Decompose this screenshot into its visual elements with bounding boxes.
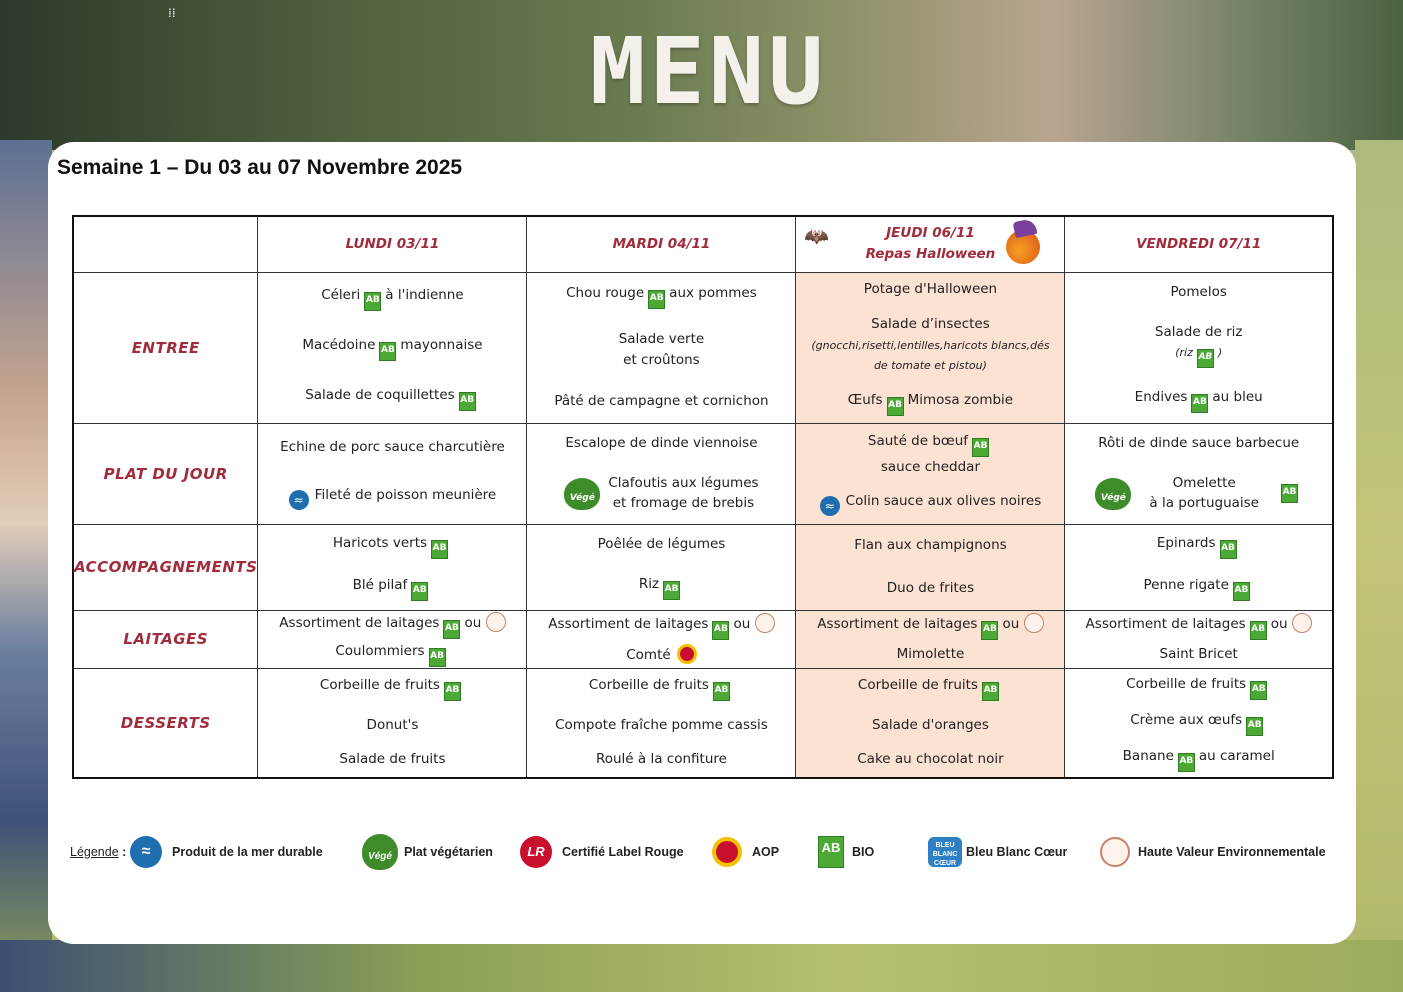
bio-icon: AB bbox=[1246, 717, 1263, 736]
bio-icon: AB bbox=[1250, 621, 1267, 640]
cell-accomp-jeudi: Flan aux champignons Duo de frites bbox=[796, 524, 1065, 610]
sustainable-fish-icon: ≈ bbox=[130, 836, 162, 868]
menu-table bbox=[72, 215, 1334, 779]
day-header-mardi: MARDI 04/11 bbox=[527, 216, 796, 272]
cell-entree-jeudi: Potage d'Halloween Salade d’insectes (gnocchi,risetti,lentilles,haricots blancs,dés de tomate et pistou) Œufs AB Mimosa zombie bbox=[796, 272, 1065, 423]
bio-icon: AB bbox=[972, 438, 989, 457]
corner-cell bbox=[73, 216, 258, 272]
cell-plat-vendredi: Rôti de dinde sauce barbecue Végé Omelette à la portuguaise AB bbox=[1065, 423, 1333, 524]
grid-icon: ⁞⁞ bbox=[168, 6, 176, 20]
legend-title: Légende : bbox=[70, 845, 127, 859]
vegetarian-icon: Végé bbox=[1095, 478, 1131, 510]
bio-icon: AB bbox=[1178, 753, 1195, 772]
hve-icon bbox=[486, 612, 506, 632]
cell-accomp-mardi: Poêlée de légumes Riz AB bbox=[527, 524, 796, 610]
cell-laitages-vendredi: Assortiment de laitages AB ou Saint Bricet bbox=[1065, 610, 1333, 668]
row-accompagnements bbox=[73, 524, 1333, 610]
row-desserts bbox=[73, 668, 1333, 778]
bio-icon: AB bbox=[431, 540, 448, 559]
legend-item-aop: AOP bbox=[712, 832, 779, 872]
background-photo-bottom bbox=[0, 940, 1403, 992]
bio-icon: AB bbox=[429, 648, 446, 667]
cell-accomp-vendredi: Epinards AB Penne rigate AB bbox=[1065, 524, 1333, 610]
cell-desserts-vendredi: Corbeille de fruits AB Crème aux œufs AB Banane AB au caramel bbox=[1065, 668, 1333, 778]
cell-laitages-mardi: Assortiment de laitages AB ou Comté bbox=[527, 610, 796, 668]
background-photo-right bbox=[1355, 140, 1403, 940]
bio-icon: AB bbox=[713, 682, 730, 701]
legend-item-bio: AB BIO bbox=[818, 832, 874, 872]
legend-item-sustainable-fish: ≈ Produit de la mer durable bbox=[130, 832, 323, 872]
background-photo-left bbox=[0, 140, 52, 992]
vegetarian-icon: Végé bbox=[362, 834, 398, 870]
day-header-jeudi: JEUDI 06/11 Repas Halloween bbox=[796, 216, 1065, 272]
bleu-blanc-coeur-icon: BLEU BLANC CŒUR bbox=[928, 837, 962, 867]
cell-entree-lundi: Céleri AB à l'indienne Macédoine AB mayonnaise Salade de coquillettes AB bbox=[258, 272, 527, 423]
cell-desserts-jeudi: Corbeille de fruits AB Salade d'oranges Cake au chocolat noir bbox=[796, 668, 1065, 778]
aop-icon bbox=[677, 644, 697, 664]
bio-icon: AB bbox=[648, 290, 665, 309]
category-laitages: LAITAGES bbox=[73, 610, 258, 668]
bio-icon: AB bbox=[1220, 540, 1237, 559]
cell-entree-vendredi: Pomelos Salade de riz (riz AB ) Endives AB au bleu bbox=[1065, 272, 1333, 423]
row-laitages bbox=[73, 610, 1333, 668]
legend-item-label-rouge: LR Certifié Label Rouge bbox=[520, 832, 684, 872]
bio-icon: AB bbox=[663, 581, 680, 600]
bio-icon: AB bbox=[712, 621, 729, 640]
bio-icon: AB bbox=[1233, 582, 1250, 601]
row-entree bbox=[73, 272, 1333, 423]
bio-icon: AB bbox=[411, 582, 428, 601]
cell-desserts-lundi: Corbeille de fruits AB Donut's Salade de fruits bbox=[258, 668, 527, 778]
day-header-vendredi: VENDREDI 07/11 bbox=[1065, 216, 1333, 272]
bio-icon: AB bbox=[1191, 394, 1208, 413]
bio-icon: AB bbox=[1250, 681, 1267, 700]
bio-icon: AB bbox=[982, 682, 999, 701]
bio-icon: AB bbox=[364, 292, 381, 311]
bio-icon: AB bbox=[443, 620, 460, 639]
legend-item-hve: Haute Valeur Environnementale bbox=[1100, 832, 1326, 872]
category-accompagnements: ACCOMPAGNEMENTS bbox=[73, 524, 258, 610]
cell-accomp-lundi: Haricots verts AB Blé pilaf AB bbox=[258, 524, 527, 610]
hve-icon bbox=[755, 613, 775, 633]
bio-icon: AB bbox=[379, 342, 396, 361]
menu-title: MENU bbox=[590, 18, 828, 125]
bio-icon: AB bbox=[444, 682, 461, 701]
sustainable-fish-icon: ≈ bbox=[289, 490, 309, 510]
cell-plat-lundi: Echine de porc sauce charcutière ≈ Fileté de poisson meunière bbox=[258, 423, 527, 524]
legend-item-bleu-blanc-coeur: BLEU BLANC CŒUR Bleu Blanc Cœur bbox=[928, 832, 1067, 872]
vegetarian-icon: Végé bbox=[564, 478, 600, 510]
bio-icon: AB bbox=[1197, 349, 1214, 368]
legend-item-vegetarian: Végé Plat végétarien bbox=[362, 832, 493, 872]
hve-icon bbox=[1024, 613, 1044, 633]
cell-plat-mardi: Escalope de dinde viennoise Végé Clafoutis aux légumes et fromage de brebis bbox=[527, 423, 796, 524]
row-plat bbox=[73, 423, 1333, 524]
cell-laitages-lundi: Assortiment de laitages AB ou Coulommiers AB bbox=[258, 610, 527, 668]
label-rouge-icon: LR bbox=[520, 836, 552, 868]
hve-icon bbox=[1100, 837, 1130, 867]
aop-icon bbox=[712, 837, 742, 867]
hve-icon bbox=[1292, 613, 1312, 633]
sustainable-fish-icon: ≈ bbox=[820, 496, 840, 516]
bio-icon: AB bbox=[1281, 484, 1298, 503]
week-title: Semaine 1 – Du 03 au 07 Novembre 2025 bbox=[57, 156, 463, 179]
bat-icon: 🦇 bbox=[804, 224, 829, 248]
cell-desserts-mardi: Corbeille de fruits AB Compote fraîche pomme cassis Roulé à la confiture bbox=[527, 668, 796, 778]
category-plat: PLAT DU JOUR bbox=[73, 423, 258, 524]
category-entree: ENTREE bbox=[73, 272, 258, 423]
bio-icon: AB bbox=[981, 621, 998, 640]
cell-laitages-jeudi: Assortiment de laitages AB ou Mimolette bbox=[796, 610, 1065, 668]
cell-plat-jeudi: Sauté de bœuf AB sauce cheddar ≈ Colin sauce aux olives noires bbox=[796, 423, 1065, 524]
table-header-row bbox=[73, 216, 1333, 272]
day-header-lundi: LUNDI 03/11 bbox=[258, 216, 527, 272]
bio-icon: AB bbox=[818, 836, 844, 868]
cell-entree-mardi: Chou rouge AB aux pommes Salade verte et croûtons Pâté de campagne et cornichon bbox=[527, 272, 796, 423]
category-desserts: DESSERTS bbox=[73, 668, 258, 778]
bio-icon: AB bbox=[887, 397, 904, 416]
bio-icon: AB bbox=[459, 392, 476, 411]
